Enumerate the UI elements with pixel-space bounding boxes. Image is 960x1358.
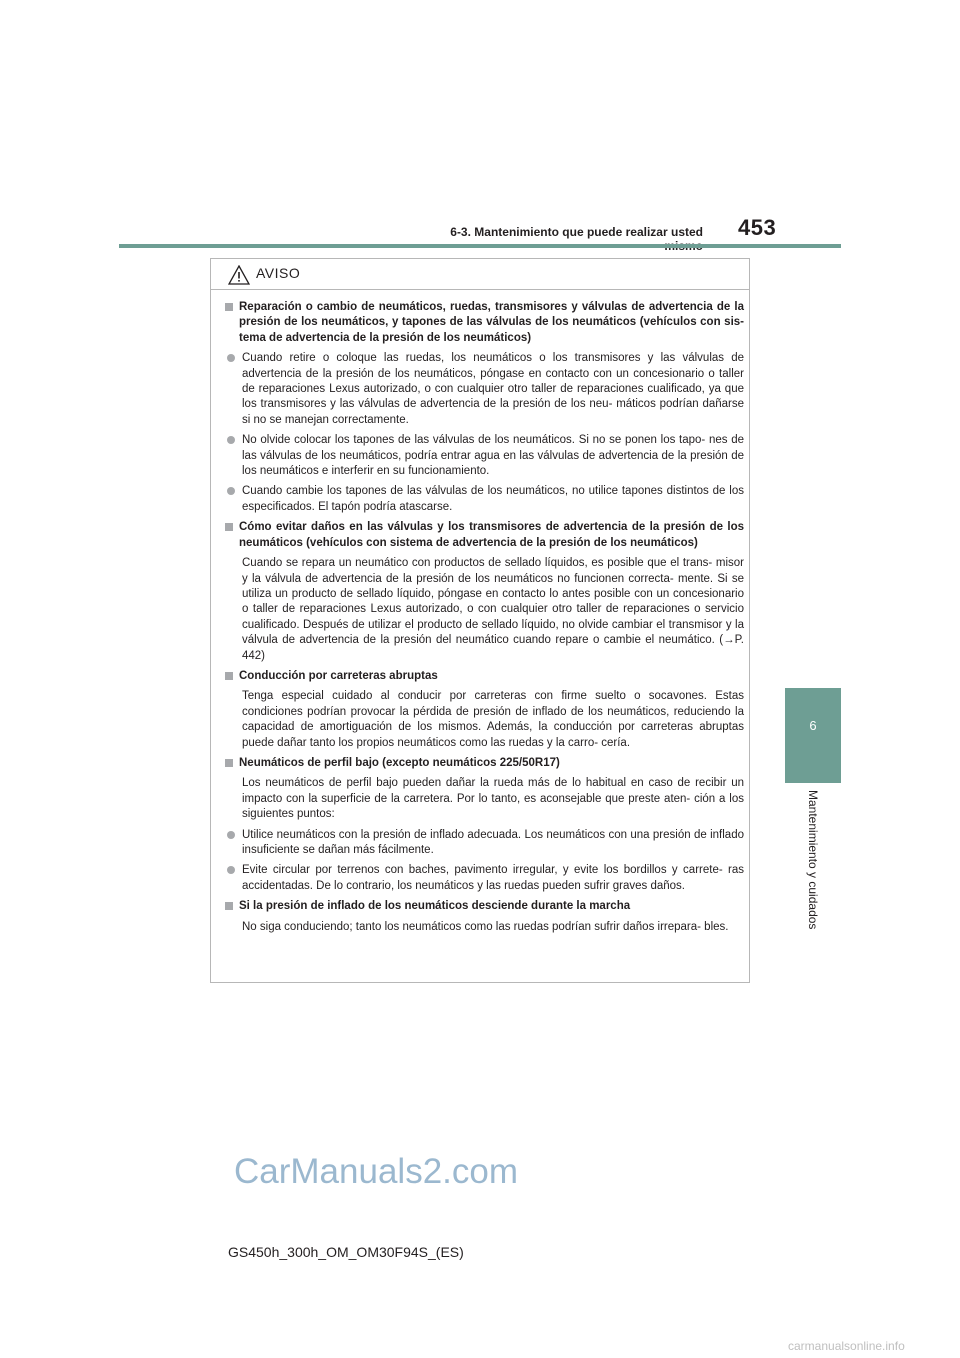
warning-paragraph: No siga conduciendo; tanto los neumáticos como las ruedas podrían sufrir daños irrepara- bles. [242, 920, 729, 933]
warning-heading: Si la presión de inflado de los neumáticos desciende durante la marcha [225, 899, 744, 914]
bullet-text: Evite circular por terrenos con baches, pavimento irregular, y evite los bordillos y carrete- ras accidentadas. De lo contrario, los neumáticos y las ruedas pueden sufrir graves daños. [242, 864, 744, 892]
warning-heading: Cómo evitar daños en las válvulas y los transmisores de advertencia de la presión de los neumáticos (vehículos con sistema de advertencia de la presión de los neumáticos) [225, 520, 744, 551]
warning-bullet [225, 484, 744, 515]
chapter-tab [785, 688, 841, 783]
site-watermark: carmanualsonline.info [788, 1339, 905, 1353]
warning-paragraph: Los neumáticos de perfil bajo pueden dañar la rueda más de lo habitual en caso de recibir un impacto con la superficie de la carretera. Por lo tanto, es aconsejable que preste aten- ción a los siguientes puntos: [242, 777, 744, 821]
bullet-text: Cuando cambie los tapones de las válvulas de los neumáticos, no utilice tapones distintos de los especificados. El tapón podría atascarse. [242, 485, 744, 513]
warning-header [211, 259, 749, 290]
warning-heading: Reparación o cambio de neumáticos, ruedas, transmisores y válvulas de advertencia de la presión de los neumáticos, y tapones de las válvulas de los neumáticos (vehículos con sis- tema de advertencia de la presión de los neumáticos) [225, 300, 744, 346]
bullet-dot-icon [227, 831, 235, 839]
bullet-text: Cuando retire o coloque las ruedas, los neumáticos o los transmisores y las válvulas de advertencia de la presión de los neumáticos, póngase en contacto con un concesionario o taller de reparaciones Lexus autorizado, o con cualquier otro taller de reparaciones cualificado, ya que los transmisores y las válvulas de advertencia de la presión de los neu- máticos podrían dañarse si no se manejan correctamente. [242, 352, 744, 426]
warning-bullet [225, 828, 744, 859]
bullet-dot-icon [227, 436, 235, 444]
section-title: 6-3. Mantenimiento que puede realizar usted [450, 225, 703, 239]
warning-heading: Conducción por carreteras abruptas [225, 669, 744, 684]
warning-heading: Neumáticos de perfil bajo (excepto neumáticos 225/50R17) [225, 756, 744, 771]
page-number: 453 [738, 215, 777, 240]
header-rule [119, 244, 841, 248]
warning-body [225, 300, 744, 940]
bullet-text: Utilice neumáticos con la presión de inflado adecuada. Los neumáticos con una presión de inflado insuficiente se dañan más fácilmente. [242, 828, 744, 856]
bullet-text: No olvide colocar los tapones de las válvulas de los neumáticos. Si no se ponen los tapo- nes de las válvulas de los neumáticos, podría entrar agua en las válvulas de advertencia de la presión de los neumáticos e interferir en su funcionamiento. [242, 434, 744, 478]
watermark-logo: CarManuals2.com [234, 1152, 518, 1191]
warning-triangle-icon [228, 265, 250, 285]
warning-box [210, 258, 750, 983]
warning-bullet [225, 863, 744, 894]
warning-bullet [225, 351, 744, 428]
warning-bullet [225, 433, 744, 479]
document-code: GS450h_300h_OM_OM30F94S_(ES) [228, 1244, 464, 1260]
warning-paragraph: Cuando se repara un neumático con productos de sellado líquidos, es posible que el trans- misor y la válvula de advertencia de la presión de los neumáticos no funcionen correcta- mente. Si se utiliza un producto de sellado líquido, póngase en contacto lo antes posible con un concesionario o taller de reparaciones Lexus autorizado, o con cualquier otro taller de reparaciones o servicio cualificado. Después de utilizar el producto de sellado líquido, no olvide cambiar el transmisor y la válvula de advertencia de la presión del neumático cuando repare o cambie el neumático. (→P. 442) [242, 557, 744, 662]
warning-paragraph: Tenga especial cuidado al conducir por carreteras con firme suelto o socavones. Estas condiciones podrían provocar la pérdida de presión de inflado de los neumáticos, reduciendo la capacidad de amortiguación de los mismos. Además, la conducción por carreteras abruptas puede dañar tanto los propios neumáticos como las ruedas y la carro- cería. [242, 690, 744, 749]
chapter-label: Mantenimiento y cuidados [806, 790, 820, 930]
bullet-dot-icon [227, 866, 235, 874]
warning-title: AVISO [256, 265, 301, 281]
bullet-dot-icon [227, 487, 235, 495]
chapter-number: 6 [809, 718, 817, 733]
bullet-dot-icon [227, 354, 235, 362]
